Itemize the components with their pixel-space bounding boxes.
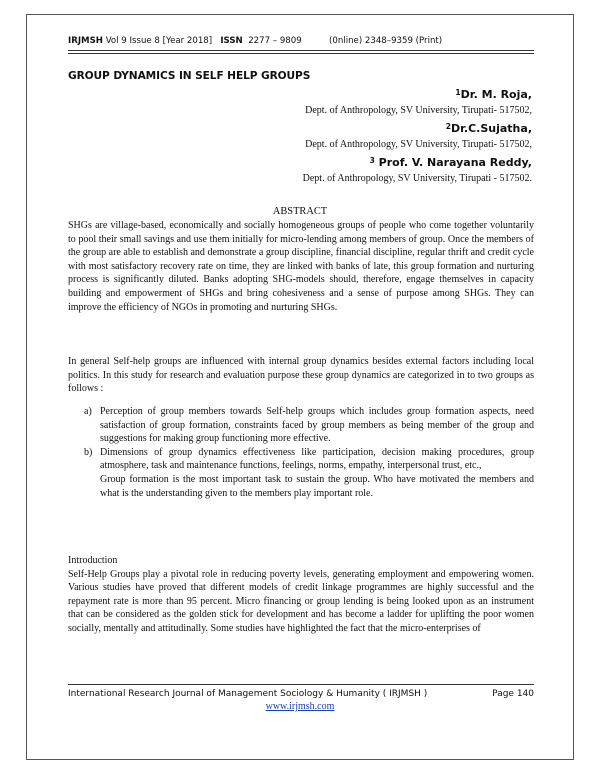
- list-marker: b): [84, 446, 93, 458]
- journal-website-link[interactable]: www.irjmsh.com: [265, 701, 335, 712]
- author-affiliation: Dept. of Anthropology, SV University, Tirupati- 517502,: [305, 105, 532, 116]
- list-item-text: Perception of group members towards Self-help groups which includes group formation aspects, need satisfaction of group formation, constraints faced by group members as being member of the group and suggestions for making group functioning more effective.: [100, 406, 534, 445]
- author-block: [303, 85, 532, 187]
- header-rule: [68, 50, 534, 51]
- author-name: $^1$Dr. M. Roja,: [455, 88, 532, 101]
- introduction-heading: Introduction: [68, 555, 118, 566]
- header-rule-thin: [68, 53, 534, 54]
- abstract-heading: ABSTRACT: [272, 206, 328, 217]
- footer-journal: International Research Journal of Management Sociology & Humanity ( IRJMSH ): [68, 689, 428, 699]
- list-item: [68, 405, 534, 446]
- list-marker: a): [84, 406, 92, 417]
- introduction-section: [68, 554, 534, 636]
- category-list: [68, 405, 534, 500]
- list-item-text: Dimensions of group dynamics effectiveness like participation, decision making procedures, group atmosphere, task and maintenance functions, feelings, norms, empathy, interpersonal trust, etc.,: [100, 446, 534, 472]
- issn-label: ISSN: [220, 36, 243, 46]
- abstract-paragraph: SHGs are village-based, economically and socially homogeneous groups of people who come together voluntarily to pool their small savings and use them initially for micro-lending among members of group. Once the members of the group are able to establish and demonstrate a group discipline, financial discipline, regular thrift and credit cycle with most satisfactory recovery rate on time, they are linked with banks of late, this group formation and nurturing process is significantly diluted. Banks adopting SHG-models should, therefore, engage themselves in capacity building and empowerment of SHGs and bring cohesiveness and a sense of purpose among SHGs. They can improve the efficiency of NGOs in promoting and nurturing SHGs.: [68, 220, 534, 313]
- issue-info: Vol 9 Issue 8 [Year 2018]: [105, 36, 213, 46]
- paragraph: In general Self-help groups are influenced with internal group dynamics besides external factors including local politics. In this study for research and evaluation purpose these group dynamics are categorized in to two groups as follows :: [68, 356, 534, 395]
- footer-rule: [68, 684, 534, 685]
- journal-abbrev: IRJMSH: [68, 36, 103, 46]
- author-name: $^3$ Prof. V. Narayana Reddy,: [369, 156, 532, 169]
- issn-value: 2277 – 9809: [248, 36, 302, 46]
- running-footer: [68, 689, 534, 699]
- abstract-body: [68, 219, 534, 314]
- intro-paragraph-2: [68, 355, 534, 396]
- list-item: [68, 446, 534, 473]
- introduction-paragraph: Self-Help Groups play a pivotal role in reducing poverty levels, generating employment and empowering women. Various studies have proved that different models of credit linkage programmes are highly successful and the repayment rate is more than 95 percent. Micro financing or group lending is being looked upon as an instrument that can be considered as the golden stick for development and has become a ladder for uplifting the poor women socially, mentally and attitudinally. Some studies have highlighted the fact that the micro-enterprises of: [68, 568, 534, 634]
- author-affiliation: Dept. of Anthropology, SV University, Tirupati - 517502.: [302, 173, 532, 184]
- author-affiliation: Dept. of Anthropology, SV University, Tirupati- 517502,: [305, 139, 532, 150]
- page-number: Page 140: [492, 689, 534, 699]
- list-followup-text: Group formation is the most important task to sustain the group. Who have motivated the members and what is the understanding given to the members play important role.: [100, 473, 534, 499]
- online-issn: (0nline) 2348–9359 (Print): [329, 36, 443, 46]
- running-header: [68, 36, 534, 46]
- paper-title: GROUP DYNAMICS IN SELF HELP GROUPS: [68, 70, 311, 82]
- author-name: $^2$Dr.C.Sujatha,: [445, 122, 532, 135]
